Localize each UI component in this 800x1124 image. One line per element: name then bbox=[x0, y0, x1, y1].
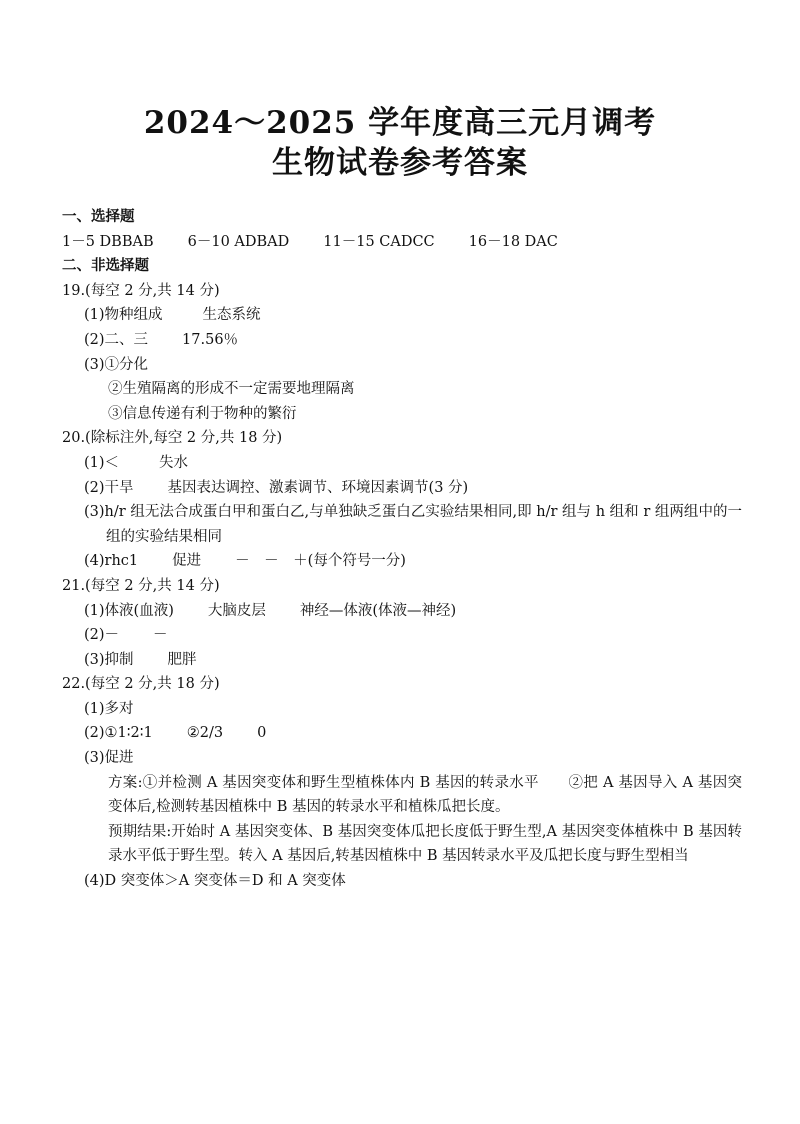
answer-text: ②2/3 bbox=[186, 725, 224, 742]
q19-part-3: (3)①分化 bbox=[84, 356, 149, 373]
q22-part-1: (1)多对 bbox=[84, 700, 134, 717]
q21-part-1 bbox=[62, 599, 742, 624]
answer-text: 神经—体液(体液—神经) bbox=[299, 602, 457, 619]
answer-text: 17.56％ bbox=[182, 331, 239, 348]
answer-text: (3)抑制 bbox=[84, 651, 134, 668]
answer-text: 基因表达调控、激素调节、环境因素调节(3 分) bbox=[167, 479, 469, 496]
q21-part-2 bbox=[62, 623, 742, 648]
answer-text: (2)二、三 bbox=[84, 331, 149, 348]
q22-part-2 bbox=[62, 721, 742, 746]
q22-part-3: (3)促进 bbox=[84, 750, 134, 767]
q22-part-4: (4)D 突变体＞A 突变体＝D 和 A 突变体 bbox=[84, 873, 346, 890]
answer-text: (1)体液(血液) bbox=[84, 602, 174, 619]
answer-text: 0 bbox=[257, 725, 267, 742]
answer-content bbox=[62, 205, 742, 894]
choice-answer-group: 11－15 CADCC bbox=[323, 233, 435, 250]
answer-text: (1)物种组成 bbox=[84, 307, 163, 324]
q20-part-2 bbox=[62, 476, 742, 501]
answer-text: (2)－ bbox=[84, 627, 120, 644]
question-19-header: 19.(每空 2 分,共 14 分) bbox=[62, 282, 220, 299]
answer-text: 失水 bbox=[159, 454, 189, 471]
q20-part-1 bbox=[62, 451, 742, 476]
q19-part-2 bbox=[62, 328, 742, 353]
choice-answer-group: 1－5 DBBAB bbox=[62, 233, 154, 250]
answer-text: － － ＋(每个符号一分) bbox=[235, 553, 406, 570]
q19-part-1 bbox=[62, 303, 742, 328]
choice-answer-group: 16－18 DAC bbox=[468, 233, 558, 250]
page-subtitle: 生物试卷参考答案 bbox=[272, 145, 528, 181]
page-title: 2024～2025 学年度高三元月调考 bbox=[143, 105, 657, 141]
choice-answers-row bbox=[62, 230, 742, 255]
answer-text: 肥胖 bbox=[167, 651, 197, 668]
answer-text: (1)＜ bbox=[84, 454, 120, 471]
question-22-header: 22.(每空 2 分,共 18 分) bbox=[62, 676, 220, 693]
answer-text: 生态系统 bbox=[202, 307, 261, 324]
section-heading-nonchoice: 二、非选择题 bbox=[62, 258, 149, 275]
q19-part-3-item-3: ③信息传递有利于物种的繁衍 bbox=[108, 405, 297, 422]
q22-plan: 方案:①并检测 A 基因突变体和野生型植株体内 B 基因的转录水平 ②把 A 基因导入 A 基因突变体后,检测转基因植株中 B 基因的转录水平和植株瓜把长度。 bbox=[108, 774, 742, 816]
q19-part-3-item-2: ②生殖隔离的形成不一定需要地理隔离 bbox=[108, 381, 355, 398]
answer-text: (2)干旱 bbox=[84, 479, 134, 496]
answer-text: (4)rhc1 bbox=[84, 553, 139, 570]
q22-expected-result: 预期结果:开始时 A 基因突变体、B 基因突变体瓜把长度低于野生型,A 基因突变体植株中 B 基因转录水平低于野生型。转入 A 基因后,转基因植株中 B 基因转录水平及瓜把长度与野生型相当 bbox=[108, 823, 742, 865]
question-21-header: 21.(每空 2 分,共 14 分) bbox=[62, 577, 220, 594]
answer-text: (2)①1∶2∶1 bbox=[84, 725, 153, 742]
q21-part-3 bbox=[62, 648, 742, 673]
answer-text: 促进 bbox=[172, 553, 202, 570]
question-20-header: 20.(除标注外,每空 2 分,共 18 分) bbox=[62, 430, 283, 447]
answer-text: － bbox=[153, 627, 168, 644]
answer-text: 大脑皮层 bbox=[207, 602, 266, 619]
q20-part-4 bbox=[62, 549, 742, 574]
q20-part-3: (3)h/r 组无法合成蛋白甲和蛋白乙,与单独缺乏蛋白乙实验结果相同,即 h/r 组与 h 组和 r 组两组中的一组的实验结果相同 bbox=[84, 504, 742, 545]
choice-answer-group: 6－10 ADBAD bbox=[187, 233, 290, 250]
section-heading-choice: 一、选择题 bbox=[62, 209, 135, 225]
